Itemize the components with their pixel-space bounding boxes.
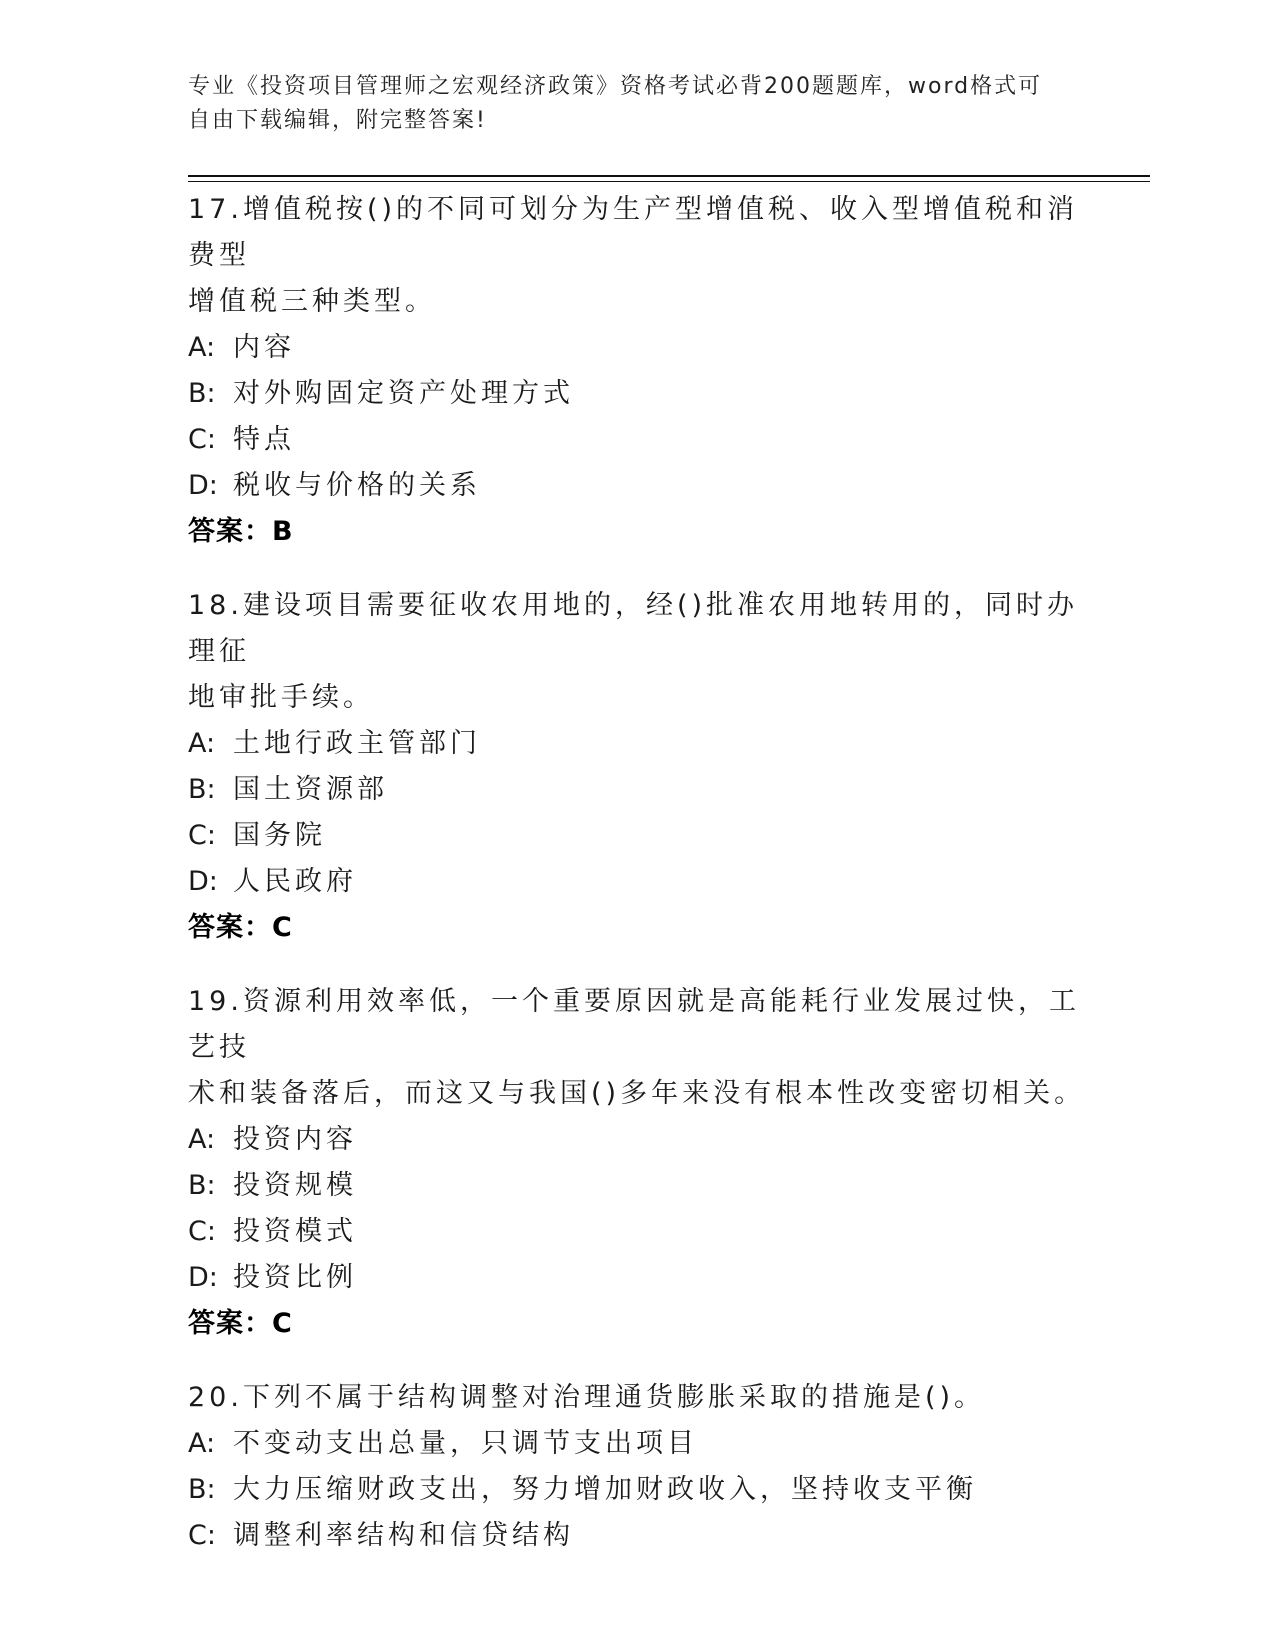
option-letter: B: [188,378,216,409]
question-text-line: 20.下列不属于结构调整对治理通货膨胀采取的措施是()。 [188,1382,986,1413]
question-text-line: 17.增值税按()的不同可划分为生产型增值税、收入型增值税和消费型 [188,194,1079,271]
option-a [188,1421,1088,1467]
question-text-line: 18.建设项目需要征收农用地的，经()批准农用地转用的，同时办理征 [188,590,1079,667]
option-text: 土地行政主管部门 [233,728,481,759]
question-text-line: 增值税三种类型。 [188,286,436,317]
answer-line: 答案：C [188,1308,293,1339]
option-text: 人民政府 [233,866,357,897]
answer-line: 答案：B [188,516,294,547]
option-b [188,767,1088,813]
question-list [188,187,1088,1587]
option-b [188,1467,1088,1513]
option-letter: B: [188,1474,216,1505]
option-a [188,1117,1088,1163]
option-text: 大力压缩财政支出，努力增加财政收入，坚持收支平衡 [233,1474,977,1505]
option-letter: B: [188,774,216,805]
option-letter: C: [188,1520,216,1551]
option-b [188,1163,1088,1209]
question-18 [188,583,1088,951]
question-text-line: 19.资源利用效率低，一个重要原因就是高能耗行业发展过快，工艺技 [188,986,1080,1063]
document-header [188,70,1088,138]
option-text: 不变动支出总量，只调节支出项目 [233,1428,698,1459]
option-letter: B: [188,1170,216,1201]
option-text: 投资内容 [233,1124,357,1155]
option-letter: C: [188,1216,216,1247]
option-letter: C: [188,424,216,455]
option-text: 投资比例 [233,1262,357,1293]
option-text: 国务院 [233,820,326,851]
option-text: 投资模式 [233,1216,357,1247]
option-c [188,813,1088,859]
option-b [188,371,1088,417]
option-text: 调整利率结构和信贷结构 [233,1520,574,1551]
option-letter: D: [188,1262,218,1293]
option-c [188,1513,1088,1559]
question-17 [188,187,1088,555]
header-line-2: 自由下载编辑，附完整答案! [188,108,487,133]
question-19 [188,979,1088,1347]
answer-line: 答案：C [188,912,293,943]
question-text-line: 术和装备落后，而这又与我国()多年来没有根本性改变密切相关。 [188,1078,1086,1109]
option-a [188,721,1088,767]
option-letter: A: [188,1428,216,1459]
option-c [188,417,1088,463]
option-text: 内容 [233,332,295,363]
option-letter: A: [188,1124,216,1155]
option-d [188,463,1088,509]
option-letter: C: [188,820,216,851]
option-d [188,1255,1088,1301]
option-letter: D: [188,866,218,897]
option-d [188,859,1088,905]
header-divider-thick [188,175,1150,177]
option-c [188,1209,1088,1255]
header-divider-thin [188,181,1150,182]
option-letter: A: [188,728,216,759]
question-20 [188,1375,1088,1559]
option-a [188,325,1088,371]
question-text-line: 地审批手续。 [188,682,374,713]
option-text: 税收与价格的关系 [233,470,481,501]
option-text: 国土资源部 [233,774,388,805]
option-text: 投资规模 [233,1170,357,1201]
option-text: 特点 [233,424,295,455]
header-line-1: 专业《投资项目管理师之宏观经济政策》资格考试必背200题题库，word格式可 [188,74,1043,99]
option-text: 对外购固定资产处理方式 [233,378,574,409]
option-letter: A: [188,332,216,363]
option-letter: D: [188,470,218,501]
